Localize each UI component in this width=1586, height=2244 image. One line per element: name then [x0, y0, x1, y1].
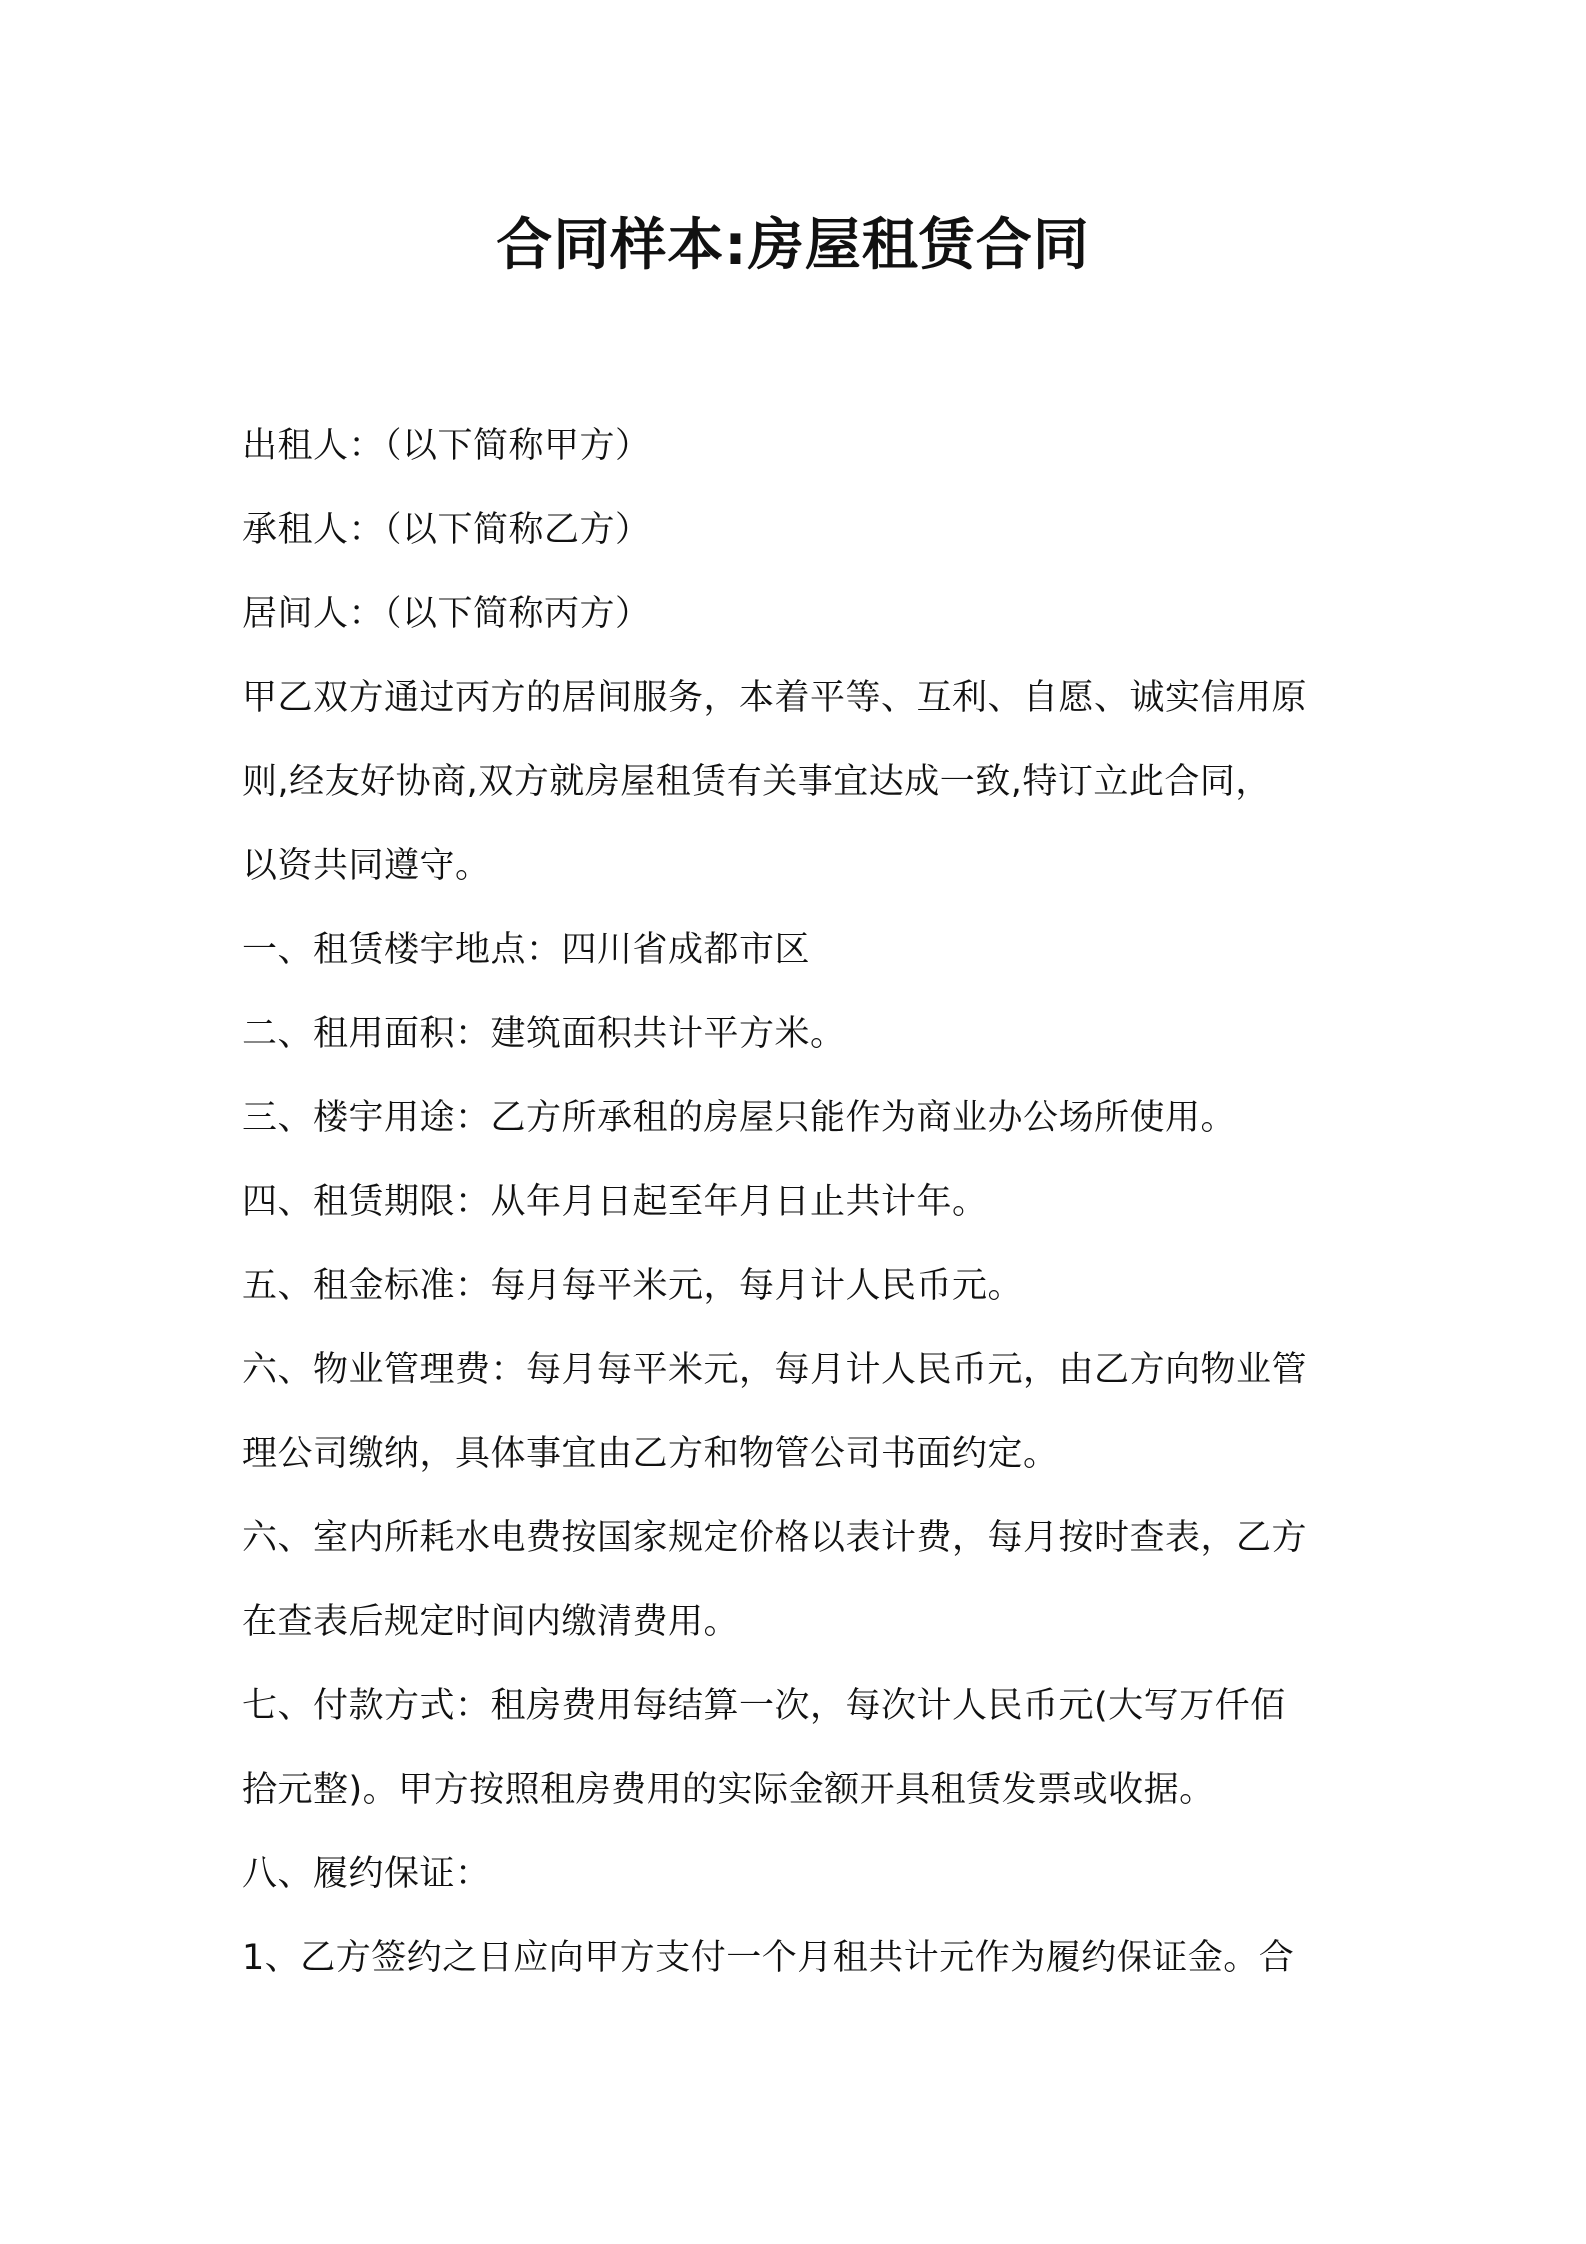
clause-deposit-item-line: 1、乙方签约之日应向甲方支付一个月租共计元作为履约保证金。合 [242, 1938, 1295, 1978]
clause-payment-line: 七、付款方式：租房费用每结算一次，每次计人民币元(大写万仟佰 [242, 1686, 1286, 1726]
clause-property-fee-line: 理公司缴纳，具体事宜由乙方和物管公司书面约定。 [242, 1434, 1059, 1474]
document-title: 合同样本:房屋租赁合同 [496, 213, 1090, 278]
clause-deposit-heading: 八、履约保证： [242, 1854, 491, 1894]
clause-area-line: 二、租用面积：建筑面积共计平方米。 [242, 1014, 846, 1054]
party-intermediary-line: 居间人：（以下简称丙方） [242, 594, 651, 634]
clause-utilities-line: 六、室内所耗水电费按国家规定价格以表计费，每月按时查表，乙方 [242, 1518, 1308, 1558]
clause-rent-line: 五、租金标准：每月每平米元，每月计人民币元。 [242, 1266, 1024, 1306]
party-lessor-line: 出租人：（以下简称甲方） [242, 426, 651, 466]
clause-location-line: 一、租赁楼宇地点：四川省成都市区 [242, 930, 811, 970]
clause-term-line: 四、租赁期限：从年月日起至年月日止共计年。 [242, 1182, 988, 1222]
clause-property-fee-line: 六、物业管理费：每月每平米元，每月计人民币元，由乙方向物业管 [242, 1350, 1308, 1390]
document-body [242, 404, 1362, 2000]
preamble-line: 则,经友好协商,双方就房屋租赁有关事宜达成一致,特订立此合同， [242, 762, 1271, 802]
party-lessee-line: 承租人：（以下简称乙方） [242, 510, 651, 550]
preamble-line: 以资共同遵守。 [242, 846, 491, 886]
clause-usage-line: 三、楼宇用途：乙方所承租的房屋只能作为商业办公场所使用。 [242, 1098, 1237, 1138]
clause-utilities-line: 在查表后规定时间内缴清费用。 [242, 1602, 740, 1642]
preamble-line: 甲乙双方通过丙方的居间服务，本着平等、互利、自愿、诚实信用原 [242, 678, 1308, 718]
clause-payment-line: 拾元整)。甲方按照租房费用的实际金额开具租赁发票或收据。 [242, 1770, 1215, 1810]
